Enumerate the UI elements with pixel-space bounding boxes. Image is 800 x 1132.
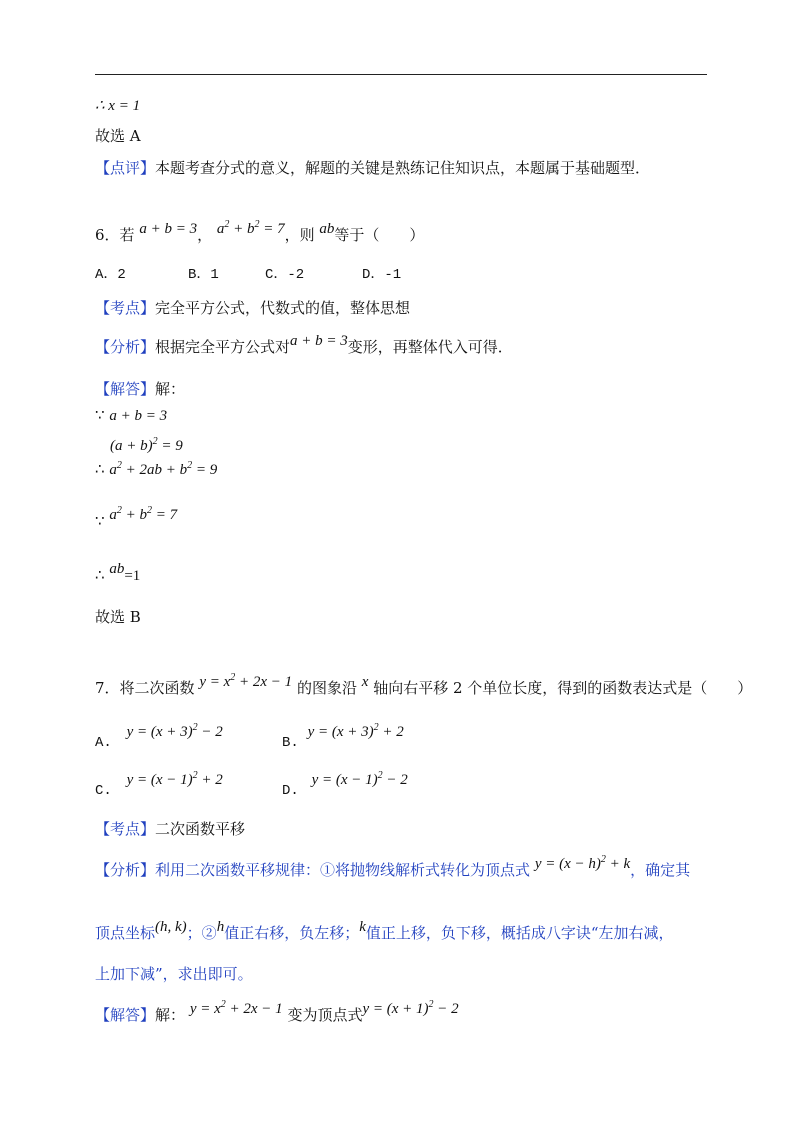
step3-line [95, 460, 217, 479]
because-icon: ∵ [95, 406, 105, 424]
review-line [95, 159, 650, 177]
choose-a: 故选 A [95, 127, 141, 145]
q7-option-b [282, 722, 404, 752]
q7-option-d [282, 770, 408, 800]
q7-a-label: A. [95, 735, 112, 751]
an7-line2 [95, 919, 674, 943]
an7-h: h [216, 919, 225, 935]
step2: $(a + b)^2 = 9$ [110, 436, 183, 454]
choose-a-line [95, 127, 141, 145]
sol7-function: $y = x^2 + 2x - 1$ [189, 999, 283, 1017]
q7-a-expr: $y = (x + 3)^2 - 2$ [126, 722, 223, 740]
choose-b: 故选 B [95, 608, 141, 626]
kp7-label: 【考点】 [95, 820, 156, 838]
q7-function: $y = x^2 + 2x - 1$ [199, 672, 293, 690]
q7-c-label: C. [95, 783, 112, 799]
q7-x: x [361, 674, 369, 690]
q6-sep2: ，则 [284, 226, 315, 244]
sol6-line [95, 380, 185, 398]
an7-g: 上加下减”，求出即可。 [95, 965, 253, 983]
therefore-x: ∴ x = 1 [95, 98, 141, 114]
review-label: 【点评】 [95, 159, 156, 177]
sol7-mid: 变为顶点式 [287, 1006, 363, 1024]
q7-b-label: B. [282, 735, 299, 751]
step2-line [110, 436, 183, 455]
kp7-line [95, 820, 245, 838]
sol7-text: 解： [155, 1006, 186, 1024]
sol7-line [95, 999, 459, 1025]
therefore-x-line [95, 96, 140, 115]
q7-option-c [95, 770, 223, 800]
q7-pre: 7．将二次函数 [95, 679, 195, 697]
step5-line [95, 561, 141, 585]
kp6-text: 完全平方公式，代数式的值，整体思想 [155, 299, 411, 317]
q7-option-a [95, 722, 223, 752]
an6-math: a + b = 3 [290, 333, 348, 349]
step4-line [95, 505, 178, 531]
kp7-text: 二次函数平移 [155, 820, 246, 838]
an7-k: k [359, 919, 366, 935]
kp6-label: 【考点】 [95, 299, 156, 317]
sol6-text: 解： [155, 380, 186, 398]
an7-a: 利用二次函数平移规律：①将抛物线解析式转化为顶点式 [155, 861, 531, 879]
q7-c-expr: $y = (x - 1)^2 + 2$ [126, 770, 223, 788]
an7-e: 值正右移，负左移； [224, 924, 360, 942]
therefore-icon: ∴ [95, 460, 105, 478]
an7-hk: (h, k) [155, 919, 187, 935]
an6-pre: 根据完全平方公式对 [155, 338, 291, 356]
header-rule [95, 74, 707, 75]
q7-mid: 的图象沿 [296, 679, 357, 697]
an7-c: 顶点坐标 [95, 924, 156, 942]
q6-option-b: B．1 [188, 267, 219, 283]
q6-cond2: $a^2 + b^2 = 7$ [216, 219, 285, 237]
an6-line [95, 333, 513, 357]
step1-line [95, 406, 167, 425]
step5-eq: =1 [124, 568, 141, 584]
sol7-label: 【解答】 [95, 1006, 156, 1024]
sol6-label: 【解答】 [95, 380, 156, 398]
review-text: 本题考查分式的意义，解题的关键是熟练记住知识点，本题属于基础题型． [155, 159, 651, 177]
an7-vertex-form: $y = (x - h)^2 + k$ [534, 854, 631, 872]
q6-sep1: ， [197, 226, 213, 244]
step1: a + b = 3 [109, 408, 168, 424]
q6-cond1: a + b = 3 [139, 221, 198, 237]
therefore-icon: ∴ [95, 566, 105, 584]
an6-post: 变形，再整体代入可得． [347, 338, 513, 356]
q7-line [95, 672, 753, 698]
q6-option-a: A．2 [95, 267, 126, 283]
step3: $a^2 + 2ab + b^2 = 9$ [109, 460, 218, 478]
q6-ab: ab [319, 221, 335, 237]
sol7-vertex: $y = (x + 1)^2 - 2$ [362, 999, 459, 1017]
an7-b: ，确定其 [630, 861, 691, 879]
kp6-line [95, 299, 410, 317]
choose-b-line [95, 608, 141, 626]
step5-ab: ab [109, 561, 125, 577]
q6-line [95, 219, 425, 245]
q7-post: 轴向右平移 2 个单位长度，得到的函数表达式是（ ） [373, 679, 753, 697]
q6-option-c: C．-2 [265, 267, 305, 283]
q7-d-expr: $y = (x - 1)^2 - 2$ [311, 770, 408, 788]
an7-d: ；② [186, 924, 217, 942]
q7-d-label: D. [282, 783, 299, 799]
an7-line3 [95, 965, 253, 983]
an7-f: 值正上移，负下移，概括成八字诀“左加右减， [365, 924, 674, 942]
step4: $a^2 + b^2 = 7$ [109, 505, 178, 523]
q6-option-d: D．-1 [362, 267, 402, 283]
an6-label: 【分析】 [95, 338, 156, 356]
because-icon: ∵ [95, 512, 105, 530]
an7-label: 【分析】 [95, 861, 156, 879]
q7-b-expr: $y = (x + 3)^2 + 2$ [307, 722, 404, 740]
an7-line1 [95, 854, 691, 880]
q6-number: 6．若 [95, 226, 135, 244]
q6-tail: 等于（ ） [334, 226, 425, 244]
